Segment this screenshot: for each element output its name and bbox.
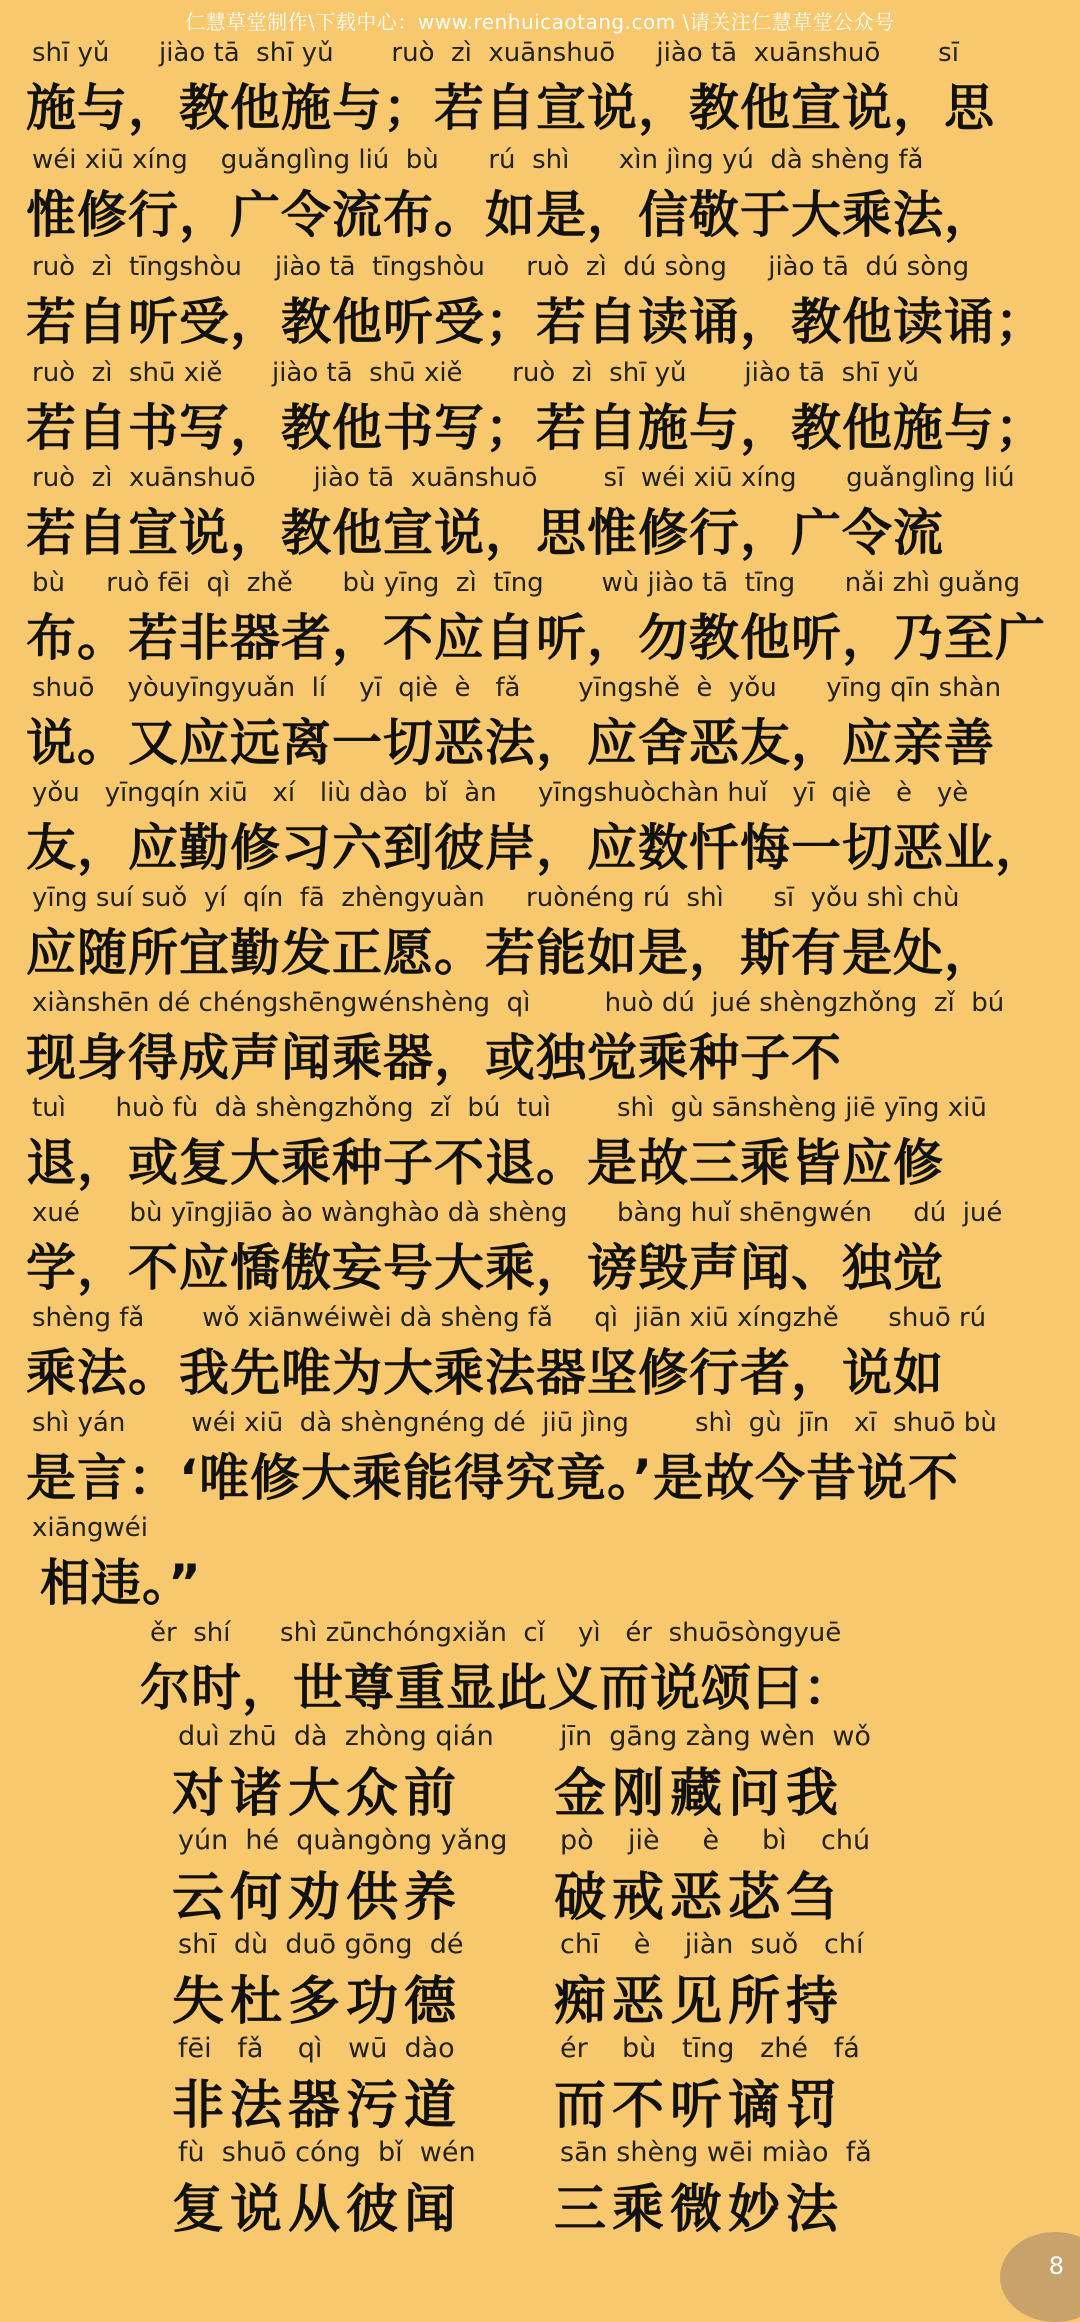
hanzi-line: 若自宣说，教他宣说，思惟修行，广令流: [26, 504, 944, 562]
verse-pinyin-left: fù shuō cóng bǐ wén: [178, 2137, 476, 2168]
pinyin-line: shī yǔ jiào tā shī yǔ ruò zì xuānshuō jiào tā xuānshuō sī: [32, 38, 959, 68]
pinyin-line: shuō yòuyīngyuǎn lí yī qiè è fǎ yīngshě è yǒu yīng qīn shàn: [32, 673, 1002, 703]
hanzi-line: 学，不应憍傲妄号大乘，谤毁声闻、独觉: [26, 1239, 944, 1297]
verse-hanzi-right: 痴恶见所持: [554, 1972, 845, 2032]
page-number: 8: [1048, 2252, 1064, 2280]
pinyin-line: wéi xiū xíng guǎnglìng liú bù rú shì xìn jìng yú dà shèng fǎ: [32, 145, 924, 175]
pinyin-line: ěr shí shì zūnchóngxiǎn cǐ yì ér shuōsòngyuē: [150, 1618, 842, 1648]
verse-pinyin-right: jīn gāng zàng wèn wǒ: [560, 1721, 871, 1752]
pinyin-line: ruò zì shū xiě jiào tā shū xiě ruò zì shī yǔ jiào tā shī yǔ: [32, 358, 919, 388]
hanzi-line: 布。若非器者，不应自听，勿教他听，乃至广: [26, 609, 1046, 667]
verse-hanzi-right: 三乘微妙法: [554, 2180, 845, 2240]
verse-pinyin-left: duì zhū dà zhòng qián: [178, 1721, 494, 1752]
verse-pinyin-left: fēi fǎ qì wū dào: [178, 2033, 455, 2064]
pinyin-line: ruò zì tīngshòu jiào tā tīngshòu ruò zì dú sòng jiào tā dú sòng: [32, 252, 970, 282]
pinyin-line: xué bù yīngjiāo ào wànghào dà shèng bàng huǐ shēngwén dú jué: [32, 1198, 1003, 1228]
hanzi-line: 若自听受，教他听受；若自读诵，教他读诵；: [26, 293, 1046, 351]
verse-hanzi-left: 复说从彼闻: [172, 2180, 463, 2240]
verse-hanzi-right: 金刚藏问我: [554, 1764, 845, 1824]
hanzi-line: 是言：‘唯修大乘能得究竟。’是故今昔说不: [26, 1449, 959, 1507]
verse-hanzi-left: 非法器污道: [172, 2076, 463, 2136]
verse-hanzi-right: 破戒恶苾刍: [554, 1868, 845, 1928]
hanzi-line: 施与，教他施与；若自宣说，教他宣说，思: [26, 79, 995, 137]
verse-hanzi-left: 对诸大众前: [172, 1764, 463, 1824]
page-number-badge: [1000, 2232, 1080, 2322]
verse-pinyin-left: yún hé quàngòng yǎng: [178, 1825, 508, 1856]
hanzi-line: 相违。”: [40, 1554, 202, 1612]
verse-pinyin-right: pò jiè è bì chú: [560, 1825, 871, 1856]
pinyin-line: shì yán wéi xiū dà shèngnéng dé jiū jìng shì gù jīn xī shuō bù: [32, 1408, 997, 1438]
hanzi-line: 乘法。我先唯为大乘法器坚修行者，说如: [26, 1344, 944, 1402]
verse-pinyin-right: sān shèng wēi miào fǎ: [560, 2137, 872, 2168]
pinyin-line: shèng fǎ wǒ xiānwéiwèi dà shèng fǎ qì jiān xiū xíngzhě shuō rú: [32, 1303, 987, 1333]
hanzi-line: 若自书写，教他书写；若自施与，教他施与；: [26, 399, 1046, 457]
pinyin-line: yǒu yīngqín xiū xí liù dào bǐ àn yīngshuòchàn huǐ yī qiè è yè: [32, 778, 969, 808]
verse-hanzi-left: 失杜多功德: [172, 1972, 463, 2032]
verse-hanzi-left: 云何劝供养: [172, 1868, 463, 1928]
hanzi-line: 尔时，世尊重显此义而说颂曰：: [140, 1659, 854, 1717]
hanzi-line: 友，应勤修习六到彼岸，应数忏悔一切恶业，: [26, 819, 1046, 877]
verse-pinyin-left: shī dù duō gōng dé: [178, 1929, 464, 1960]
verse-pinyin-right: chī è jiàn suǒ chí: [560, 1929, 864, 1960]
hanzi-line: 现身得成声闻乘器，或独觉乘种子不: [26, 1029, 842, 1087]
hanzi-line: 退，或复大乘种子不退。是故三乘皆应修: [26, 1134, 944, 1192]
hanzi-line: 应随所宜勤发正愿。若能如是，斯有是处，: [26, 924, 995, 982]
hanzi-line: 惟修行，广令流布。如是，信敬于大乘法，: [26, 186, 995, 244]
pinyin-line: yīng suí suǒ yí qín fā zhèngyuàn ruònéng rú shì sī yǒu shì chù: [32, 883, 960, 913]
pinyin-line: xiànshēn dé chéngshēngwénshèng qì huò dú jué shèngzhǒng zǐ bú: [32, 988, 1005, 1018]
verse-hanzi-right: 而不听谪罚: [554, 2076, 845, 2136]
pinyin-line: ruò zì xuānshuō jiào tā xuānshuō sī wéi xiū xíng guǎnglìng liú: [32, 463, 1015, 493]
hanzi-line: 说。又应远离一切恶法，应舍恶友，应亲善: [26, 714, 995, 772]
pinyin-line: xiāngwéi: [32, 1513, 149, 1543]
verse-pinyin-right: ér bù tīng zhé fá: [560, 2033, 860, 2064]
pinyin-line: bù ruò fēi qì zhě bù yīng zì tīng wù jiào tā tīng nǎi zhì guǎng: [32, 568, 1021, 598]
watermark-header: 仁慧草堂制作\下载中心：www.renhuicaotang.com \请关注仁慧草堂公众号: [185, 10, 895, 34]
pinyin-line: tuì huò fù dà shèngzhǒng zǐ bú tuì shì gù sānshèng jiē yīng xiū: [32, 1093, 987, 1123]
